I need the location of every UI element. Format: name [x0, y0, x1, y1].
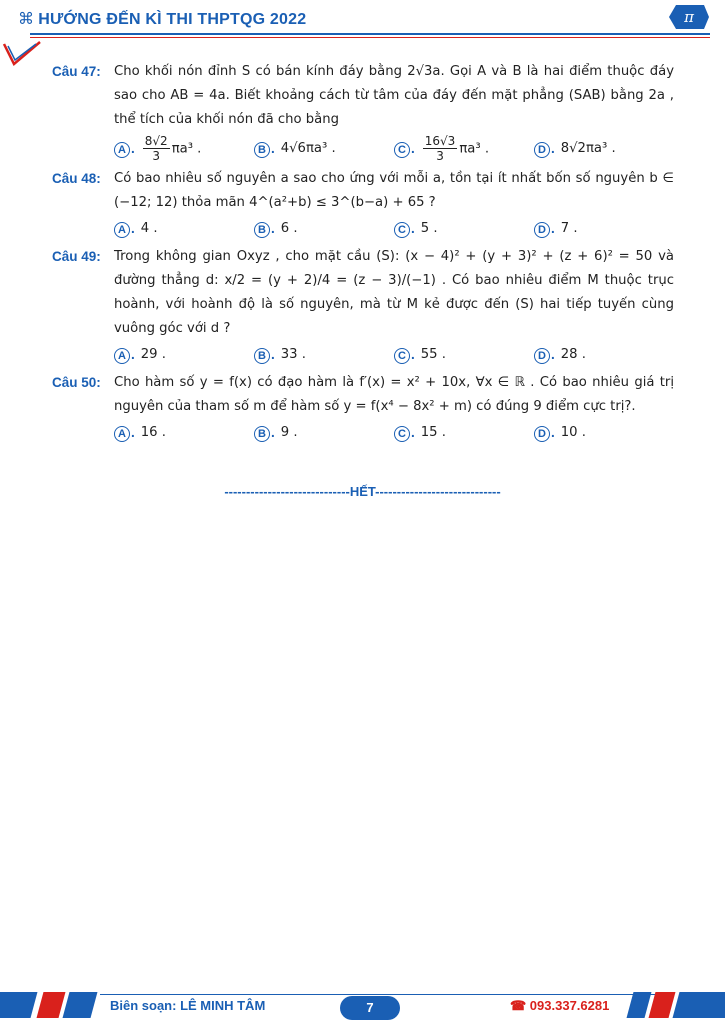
option-d[interactable]: D . 7 .	[534, 217, 674, 241]
option-value: 33 .	[280, 347, 306, 362]
footer-stripe	[63, 992, 98, 1018]
question-text: Có bao nhiêu số nguyên a sao cho ứng với mỗi a, tồn tại ít nhất bốn số nguyên b ∈ (−12; 12) thỏa mãn 4^(a²+b) ≤ 3^(b−a) + 65 ?	[114, 171, 674, 210]
checkmark-logo-icon	[2, 40, 42, 68]
option-value: 16 .	[140, 425, 166, 440]
footer-author: Biên soạn: LÊ MINH TÂM	[110, 998, 266, 1013]
option-value: 8√2πa³ .	[560, 140, 616, 156]
end-marker: -----------------------------HẾT-----------------------------	[224, 484, 501, 499]
footer-divider	[100, 994, 660, 995]
option-letter: C	[394, 142, 410, 158]
option-b[interactable]: B . 6 .	[254, 217, 394, 241]
option-letter: A	[114, 426, 130, 442]
option-a[interactable]: A . 4 .	[114, 217, 254, 241]
option-value: 29 .	[140, 347, 166, 362]
pi-badge-icon	[668, 4, 710, 30]
option-letter: C	[394, 348, 410, 364]
question-48	[52, 167, 674, 241]
option-letter: C	[394, 426, 410, 442]
option-b[interactable]: B . 9 .	[254, 421, 394, 445]
option-value: 7 .	[560, 221, 578, 236]
option-letter: D	[534, 426, 550, 442]
option-value: 15 .	[420, 425, 446, 440]
option-letter: B	[254, 142, 270, 158]
question-text: Cho hàm số y = f(x) có đạo hàm là f′(x) = x² + 10x, ∀x ∈ ℝ . Có bao nhiêu giá trị nguyên của tham số m để hàm số y = f(x⁴ − 8x² + m) có đúng 9 điểm cực trị?.	[114, 375, 674, 414]
option-a[interactable]: A . $\frac{8√2}{3}$ πa³ .	[114, 134, 254, 163]
question-text: Trong không gian Oxyz , cho mặt cầu (S): (x − 4)² + (y + 3)² + (z + 6)² = 50 và đường thẳng d: x/2 = (y + 2)/4 = (z − 3)/(−1) . Có bao nhiêu điểm M thuộc trục hoành, với hoành độ là số nguyên, mà từ M kẻ được đến (S) hai tiếp tuyến cùng vuông góc với d ?	[114, 249, 674, 336]
option-c[interactable]: C . 5 .	[394, 217, 534, 241]
option-value: 28 .	[560, 347, 586, 362]
option-c[interactable]: C . 55 .	[394, 343, 534, 367]
question-47	[52, 60, 674, 163]
option-letter: A	[114, 222, 130, 238]
option-value: 9 .	[280, 425, 298, 440]
option-letter: B	[254, 426, 270, 442]
footer-stripe	[627, 992, 652, 1018]
option-letter: A	[114, 142, 130, 158]
question-list	[52, 60, 674, 449]
footer-stripe	[37, 992, 66, 1018]
option-c[interactable]: C . 15 .	[394, 421, 534, 445]
page-footer	[0, 990, 725, 1024]
option-a[interactable]: A . 16 .	[114, 421, 254, 445]
question-number: Câu 50:	[52, 375, 101, 390]
option-letter: A	[114, 348, 130, 364]
answer-options	[114, 217, 674, 241]
command-icon: ⌘	[18, 11, 35, 28]
option-letter: D	[534, 142, 550, 158]
svg-text:π: π	[684, 8, 694, 26]
option-c[interactable]: C . $\frac{16√3}{3}$ πa³ .	[394, 134, 534, 163]
footer-stripe	[649, 992, 676, 1018]
question-50	[52, 371, 674, 445]
option-a[interactable]: A . 29 .	[114, 343, 254, 367]
question-number: Câu 49:	[52, 249, 101, 264]
question-number: Câu 48:	[52, 171, 101, 186]
option-b[interactable]: B . 33 .	[254, 343, 394, 367]
option-d[interactable]: D . 28 .	[534, 343, 674, 367]
page-number: 7	[340, 996, 400, 1020]
option-d[interactable]: D . 10 .	[534, 421, 674, 445]
option-value: 4 .	[140, 221, 158, 236]
footer-phone: ☎ 093.337.6281	[510, 998, 610, 1013]
option-d[interactable]: D . 8√2πa³ .	[534, 134, 674, 163]
option-value: 6 .	[280, 221, 298, 236]
question-text: Cho khối nón đỉnh S có bán kính đáy bằng 2√3a. Gọi A và B là hai điểm thuộc đáy sao cho AB = 4a. Biết khoảng cách từ tâm của đáy đến mặt phẳng (SAB) bằng 2a , thể tích của khối nón đã cho bằng	[114, 64, 674, 127]
option-value: 4√6πa³ .	[280, 140, 336, 156]
question-49	[52, 245, 674, 367]
header-title: ⌘ HƯỚNG ĐẾN KÌ THI THPTQG 2022	[18, 11, 307, 28]
option-letter: B	[254, 348, 270, 364]
question-number: Câu 47:	[52, 64, 101, 79]
option-letter: C	[394, 222, 410, 238]
answer-options	[114, 343, 674, 367]
option-letter: D	[534, 222, 550, 238]
footer-stripe	[673, 992, 725, 1018]
option-value: 5 .	[420, 221, 438, 236]
option-b[interactable]: B . 4√6πa³ .	[254, 134, 394, 163]
answer-options	[114, 134, 674, 163]
option-letter: B	[254, 222, 270, 238]
option-value: 55 .	[420, 347, 446, 362]
footer-stripe	[0, 992, 37, 1018]
header-divider	[30, 33, 710, 35]
option-letter: D	[534, 348, 550, 364]
option-value: 10 .	[560, 425, 586, 440]
answer-options	[114, 421, 674, 445]
page-header	[0, 0, 725, 60]
header-divider-accent	[30, 37, 710, 38]
